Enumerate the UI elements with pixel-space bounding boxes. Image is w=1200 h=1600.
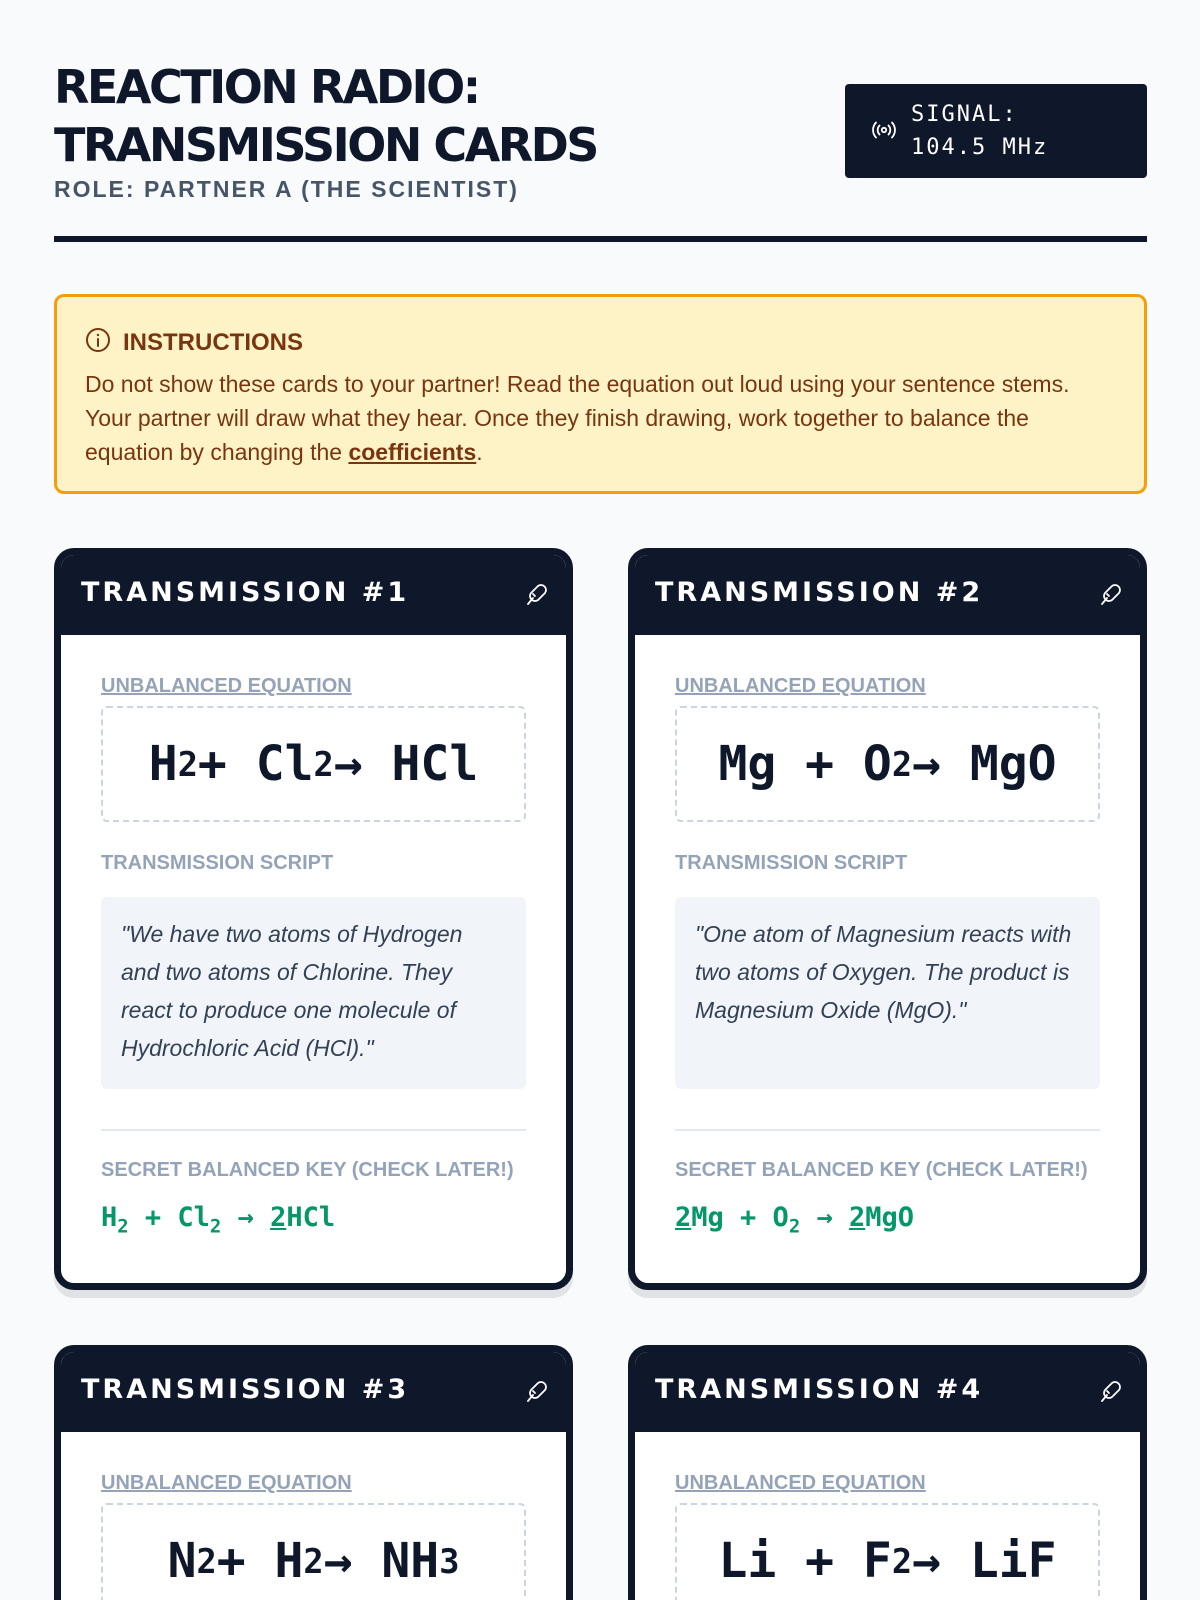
key-term: → (221, 1202, 271, 1233)
header (54, 0, 1147, 242)
secret-key-label: SECRET BALANCED KEY (CHECK LATER!) (101, 1159, 514, 1181)
instructions-label: INSTRUCTIONS (123, 328, 303, 356)
secret-key-label: SECRET BALANCED KEY (CHECK LATER!) (675, 1159, 1088, 1181)
role-subtitle: ROLE: PARTNER A (THE SCIENTIST) (54, 176, 519, 202)
key-coefficient: 2 (270, 1202, 287, 1233)
key-subscript: 2 (209, 1215, 222, 1238)
unbalanced-equation (101, 1503, 526, 1600)
signal-text (911, 98, 1048, 164)
key-subscript: 2 (117, 1215, 129, 1238)
equation-subscript: 3 (439, 1541, 460, 1581)
instructions-text-end: . (476, 439, 483, 465)
divider (675, 1129, 1100, 1131)
key-coefficient: 2 (848, 1202, 866, 1233)
key-term: HCl (286, 1202, 336, 1233)
key-term: + Cl (128, 1202, 210, 1233)
unbalanced-equation (675, 706, 1100, 822)
microphone-icon (1098, 1380, 1122, 1409)
transmission-script: "We have two atoms of Hydrogen and two atoms of Chlorine. They react to produce one molecule of Hydrochloric Acid (HCl)." (101, 897, 526, 1089)
unbalanced-equation (101, 706, 526, 822)
card-header (61, 1352, 566, 1432)
unbalanced-label: UNBALANCED EQUATION (675, 675, 926, 697)
equation-subscript: 2 (303, 1541, 324, 1581)
card-header (635, 1352, 1140, 1432)
equation-term: Mg + O (718, 736, 892, 792)
key-subscript: 2 (788, 1215, 801, 1238)
equation-subscript: 2 (891, 1541, 913, 1581)
transmission-card (54, 1345, 573, 1600)
transmission-card (628, 548, 1147, 1290)
unbalanced-label: UNBALANCED EQUATION (101, 1472, 352, 1494)
instructions-heading (85, 327, 303, 358)
balanced-key (101, 1202, 526, 1238)
equation-subscript: 2 (891, 744, 913, 784)
info-icon (85, 327, 111, 358)
script-label: TRANSMISSION SCRIPT (101, 852, 334, 874)
divider (101, 1129, 526, 1131)
card-header (61, 555, 566, 635)
equation-term: → LiF (912, 1533, 1057, 1589)
microphone-icon (524, 1380, 548, 1409)
card-body (61, 1472, 566, 1600)
page (54, 0, 1147, 1589)
key-term: → (800, 1202, 849, 1233)
key-coefficient: 2 (675, 1202, 692, 1233)
key-term: MgO (865, 1202, 915, 1233)
transmission-script: "One atom of Magnesium reacts with two atoms of Oxygen. The product is Magnesium Oxide (MgO)." (675, 897, 1100, 1089)
unbalanced-label: UNBALANCED EQUATION (101, 675, 352, 697)
key-term: Mg + O (691, 1202, 789, 1233)
card-body (635, 675, 1140, 1238)
equation-term: N (167, 1533, 197, 1589)
transmission-card (54, 548, 573, 1290)
coefficients-emphasis: coefficients (348, 439, 477, 465)
equation-subscript: 2 (313, 744, 334, 784)
unbalanced-equation (675, 1503, 1100, 1600)
card-title: TRANSMISSION #3 (81, 1374, 410, 1405)
equation-term: → HCl (333, 736, 479, 792)
equation-term: → MgO (912, 736, 1057, 792)
script-label: TRANSMISSION SCRIPT (675, 852, 908, 874)
card-title: TRANSMISSION #1 (81, 577, 410, 608)
signal-label: SIGNAL: (911, 102, 1018, 127)
instructions-text-main: Do not show these cards to your partner! Read the equation out loud using your sentence stems. Your partner will draw what they hear. Once they finish drawing, work together to balance the equation by changing the (85, 371, 1070, 465)
microphone-icon (1098, 583, 1122, 612)
card-body (635, 1472, 1140, 1600)
balanced-key (675, 1202, 1100, 1238)
equation-term: H (148, 736, 178, 792)
equation-term: Li + F (718, 1533, 892, 1589)
card-title: TRANSMISSION #4 (655, 1374, 984, 1405)
card-title: TRANSMISSION #2 (655, 577, 984, 608)
instructions-box (54, 294, 1147, 494)
key-term: H (101, 1202, 118, 1233)
unbalanced-label: UNBALANCED EQUATION (675, 1472, 926, 1494)
signal-badge (845, 84, 1147, 178)
equation-subscript: 2 (177, 744, 198, 784)
radio-waves-icon (871, 120, 897, 145)
equation-subscript: 2 (196, 1541, 217, 1581)
instructions-text (85, 367, 1116, 469)
transmission-card (628, 1345, 1147, 1600)
signal-frequency: 104.5 MHz (911, 135, 1049, 160)
equation-term: + Cl (197, 736, 314, 792)
microphone-icon (524, 583, 548, 612)
equation-term: → NH (323, 1533, 440, 1589)
equation-term: + H (216, 1533, 304, 1589)
page-title: REACTION RADIO: TRANSMISSION CARDS (54, 60, 597, 172)
card-header (635, 555, 1140, 635)
card-body (61, 675, 566, 1238)
